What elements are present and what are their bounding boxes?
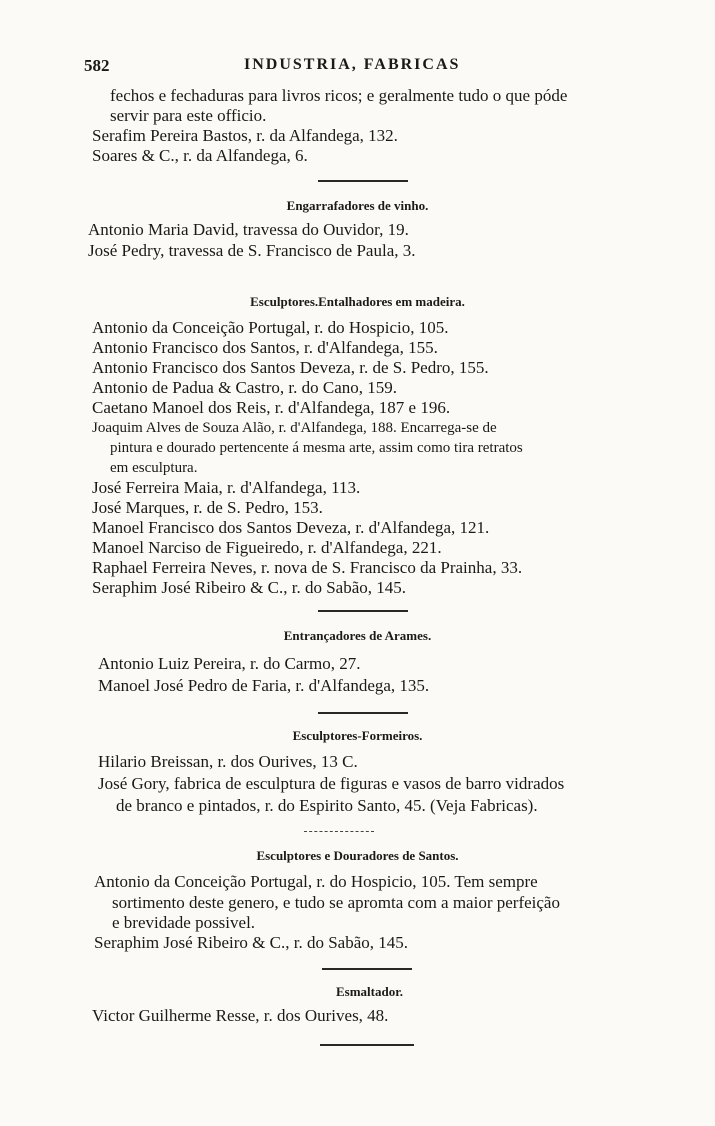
section-divider	[318, 712, 408, 714]
entry-line: Caetano Manoel dos Reis, r. d'Alfandega, 187 e 196.	[92, 398, 451, 417]
page-header	[84, 56, 664, 78]
intro-line: servir para este officio.	[110, 106, 267, 125]
intro-line: Serafim Pereira Bastos, r. da Alfandega, 132.	[92, 126, 398, 145]
entry-line: e brevidade possivel.	[112, 913, 256, 932]
entry-line: Joaquim Alves de Souza Alão, r. d'Alfandega, 188. Encarrega-se de	[92, 420, 497, 436]
entry-line: Raphael Ferreira Neves, r. nova de S. Francisco da Prainha, 33.	[92, 558, 523, 577]
section-divider	[320, 1044, 414, 1046]
entry-line: Antonio Luiz Pereira, r. do Carmo, 27.	[98, 654, 361, 673]
running-title: INDUSTRIA, FABRICAS	[244, 56, 461, 73]
section-heading: Esmaltador.	[335, 984, 404, 999]
entry-line: Antonio Francisco dos Santos, r. d'Alfandega, 155.	[92, 338, 438, 357]
entry-line: Antonio de Padua & Castro, r. do Cano, 159.	[92, 378, 398, 397]
entry-line: Manoel José Pedro de Faria, r. d'Alfandega, 135.	[98, 676, 430, 695]
entry-line: Seraphim José Ribeiro & C., r. do Sabão, 145.	[92, 578, 407, 597]
intro-line: Soares & C., r. da Alfandega, 6.	[92, 146, 308, 165]
entry-line: Antonio Maria David, travessa do Ouvidor, 19.	[88, 220, 409, 239]
section-heading: Esculptores e Douradores de Santos.	[256, 848, 459, 863]
section-heading: Entrançadores de Arames.	[283, 628, 432, 643]
entry-line: Hilario Breissan, r. dos Ourives, 13 C.	[98, 752, 358, 771]
entry-line: Manoel Francisco dos Santos Deveza, r. d'Alfandega, 121.	[92, 518, 490, 537]
section-heading: Esculptores.Entalhadores em madeira.	[250, 294, 465, 309]
entry-line: José Pedry, travessa de S. Francisco de Paula, 3.	[88, 241, 416, 260]
entry-line: Victor Guilherme Resse, r. dos Ourives, 48.	[92, 1006, 389, 1025]
entry-line: Manoel Narciso de Figueiredo, r. d'Alfandega, 221.	[92, 538, 442, 557]
section-divider	[304, 831, 374, 832]
entry-line: de branco e pintados, r. do Espirito Santo, 45. (Veja Fabricas).	[116, 796, 538, 815]
entry-line: José Marques, r. de S. Pedro, 153.	[92, 498, 323, 517]
intro-line: fechos e fechaduras para livros ricos; e geralmente tudo o que póde	[110, 86, 568, 105]
page-number: 582	[84, 56, 110, 75]
entry-line: Antonio Francisco dos Santos Deveza, r. de S. Pedro, 155.	[92, 358, 489, 377]
entry-line: sortimento deste genero, e tudo se apromta com a maior perfeição	[112, 893, 560, 912]
section-divider	[318, 180, 408, 182]
section-heading: Esculptores-Formeiros.	[292, 728, 423, 743]
entry-line: José Gory, fabrica de esculptura de figuras e vasos de barro vidrados	[98, 774, 565, 793]
entry-line: pintura e dourado pertencente á mesma arte, assim como tira retratos	[110, 440, 523, 456]
entry-line: Antonio da Conceição Portugal, r. do Hospicio, 105. Tem sempre	[94, 872, 538, 891]
section-heading: Engarrafadores de vinho.	[286, 198, 429, 213]
entry-line: Seraphim José Ribeiro & C., r. do Sabão, 145.	[94, 933, 409, 952]
entry-line: José Ferreira Maia, r. d'Alfandega, 113.	[92, 478, 361, 497]
section-divider	[322, 968, 412, 970]
section-divider	[318, 610, 408, 612]
entry-line: Antonio da Conceição Portugal, r. do Hospicio, 105.	[92, 318, 449, 337]
entry-line: em esculptura.	[110, 460, 198, 476]
